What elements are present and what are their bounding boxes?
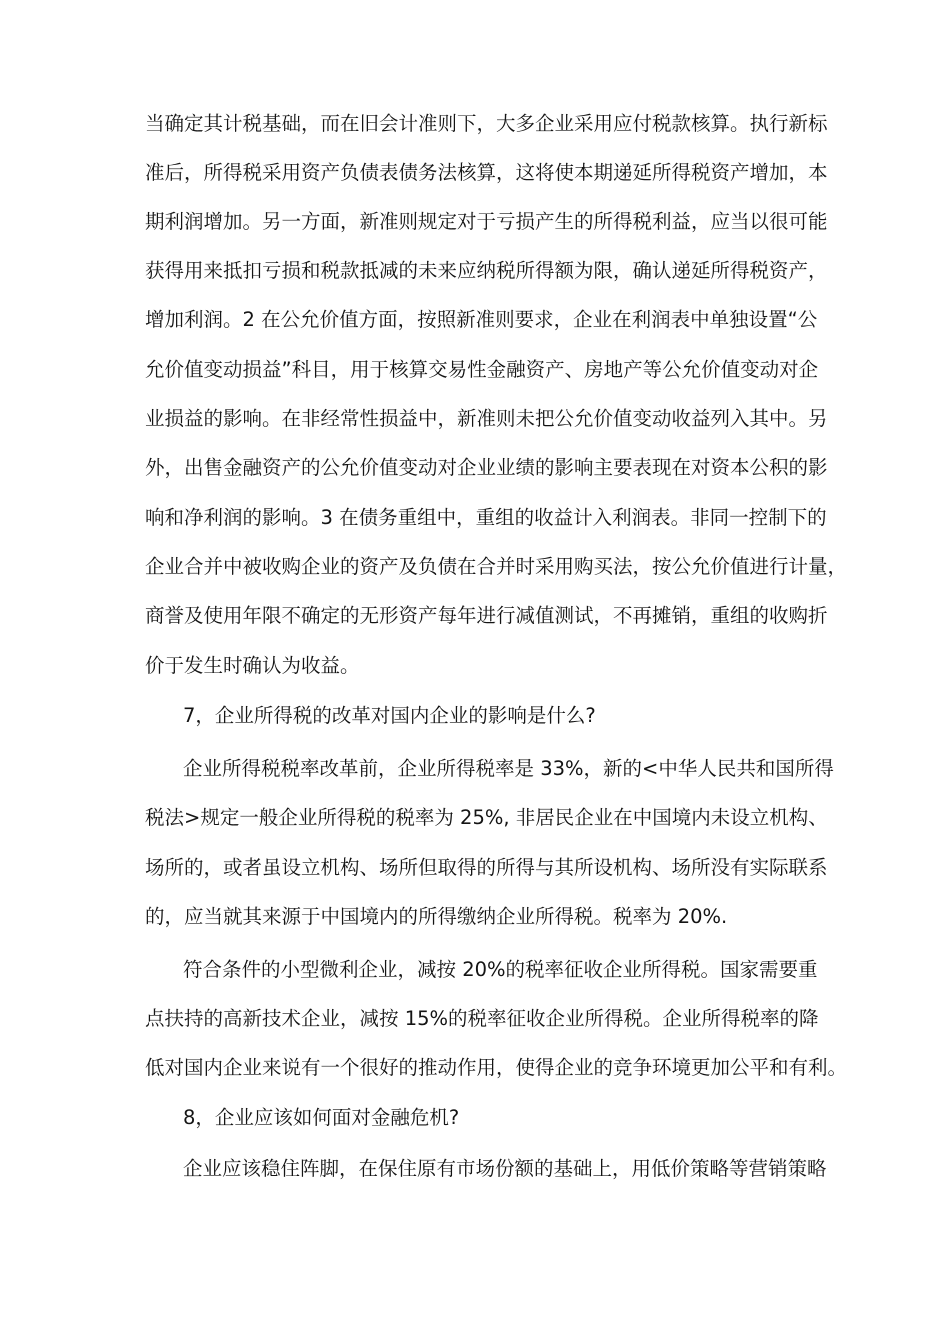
text-line: 增加利润。2 在公允价值方面，按照新准则要求，企业在利润表中单独设置“公 bbox=[145, 308, 818, 331]
text-line: 场所的，或者虽设立机构、场所但取得的所得与其所设机构、场所没有实际联系 bbox=[145, 856, 828, 879]
text-line: 响和净利润的影响。3 在债务重组中，重组的收益计入利润表。非同一控制下的 bbox=[145, 506, 827, 529]
text-line: 期利润增加。另一方面，新准则规定对于亏损产生的所得税利益，应当以很可能 bbox=[145, 210, 828, 233]
text-line: 获得用来抵扣亏损和税款抵减的未来应纳税所得额为限，确认递延所得税资产， bbox=[145, 259, 828, 282]
text-line: 允价值变动损益”科目，用于核算交易性金融资产、房地产等公允价值变动对企 bbox=[145, 358, 819, 381]
text-line: 点扶持的高新技术企业，减按 15%的税率征收企业所得税。企业所得税率的降 bbox=[145, 1007, 819, 1030]
text-line: 商誉及使用年限不确定的无形资产每年进行减值测试，不再摊销，重组的收购折 bbox=[145, 604, 828, 627]
text-line: 业损益的影响。在非经常性损益中，新准则未把公允价值变动收益列入其中。另 bbox=[145, 407, 828, 430]
text-line: 低对国内企业来说有一个很好的推动作用，使得企业的竞争环境更加公平和有利。 bbox=[145, 1056, 848, 1079]
text-line: 价于发生时确认为收益。 bbox=[145, 654, 360, 677]
section-heading: 7，企业所得税的改革对国内企业的影响是什么? bbox=[183, 704, 596, 727]
text-line: 符合条件的小型微利企业，减按 20%的税率征收企业所得税。国家需要重 bbox=[183, 958, 818, 981]
text-line: 企业合并中被收购企业的资产及负债在合并时采用购买法，按公允价值进行计量， bbox=[145, 555, 848, 578]
text-line: 外，出售金融资产的公允价值变动对企业业绩的影响主要表现在对资本公积的影 bbox=[145, 456, 828, 479]
text-line: 税法>规定一般企业所得税的税率为 25%, 非居民企业在中国境内未设立机构、 bbox=[145, 806, 828, 829]
text-line: 准后，所得税采用资产负债表债务法核算，这将使本期递延所得税资产增加，本 bbox=[145, 161, 828, 184]
section-heading: 8，企业应该如何面对金融危机? bbox=[183, 1106, 460, 1129]
text-line: 企业所得税税率改革前，企业所得税率是 33%，新的<中华人民共和国所得 bbox=[183, 757, 834, 780]
text-line: 的，应当就其来源于中国境内的所得缴纳企业所得税。税率为 20%. bbox=[145, 905, 728, 928]
text-line: 当确定其计税基础，而在旧会计准则下，大多企业采用应付税款核算。执行新标 bbox=[145, 112, 828, 135]
text-line: 企业应该稳住阵脚，在保住原有市场份额的基础上，用低价策略等营销策略 bbox=[183, 1157, 827, 1180]
